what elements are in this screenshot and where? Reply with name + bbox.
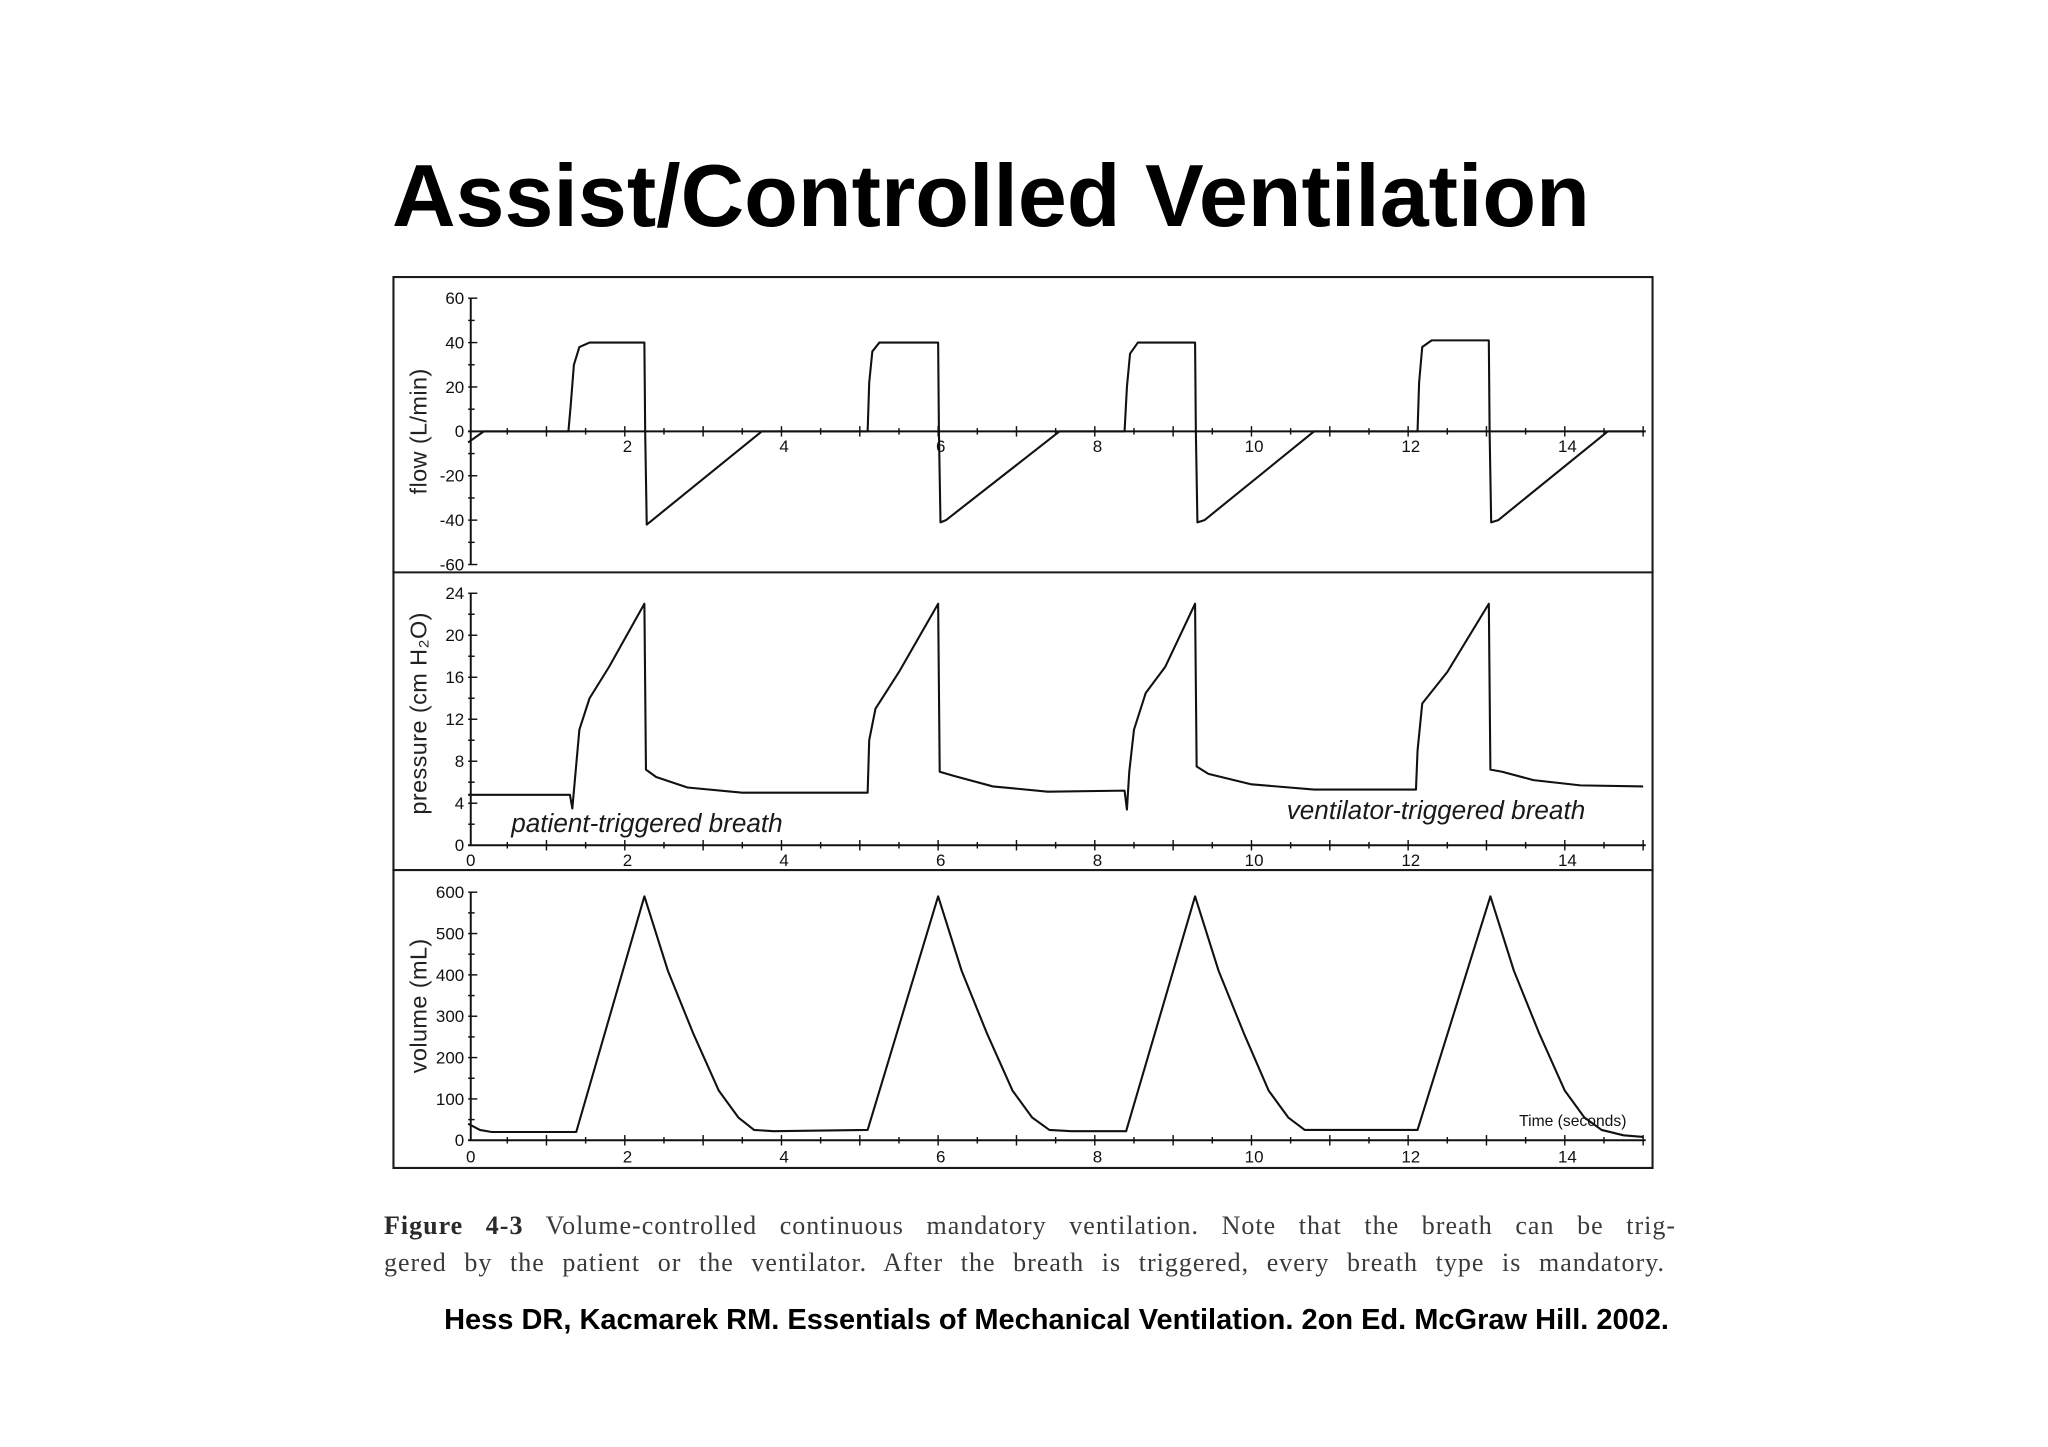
flow-y-tick-label: -60	[439, 555, 465, 575]
volume-y-tick-label: 300	[435, 1007, 465, 1027]
ventilation-waveform-figure	[392, 276, 1654, 1169]
flow-x-tick-label: 10	[1244, 437, 1264, 457]
volume-x-tick-label: 14	[1557, 1147, 1577, 1167]
time-axis-title: Time (seconds)	[1519, 1112, 1627, 1130]
caption-line-2: gered by the patient or the ventilator. After the breath is triggered, every breath type is mandatory.	[384, 1248, 1665, 1277]
citation: Hess DR, Kacmarek RM. Essentials of Mechanical Ventilation. 2on Ed. McGraw Hill. 2002.	[444, 1304, 1669, 1336]
volume-y-tick-label: 500	[435, 924, 465, 944]
flow-x-tick-label: 8	[1092, 437, 1103, 457]
volume-y-tick-label: 0	[454, 1131, 465, 1151]
pressure-x-tick-label: 8	[1092, 851, 1103, 871]
caption-label: Figure 4-3	[384, 1211, 524, 1240]
figure-caption	[384, 1207, 1676, 1281]
pressure-x-tick-label: 2	[622, 851, 633, 871]
slide-title: Assist/Controlled Ventilation	[392, 146, 1590, 245]
flow-x-tick-label: 2	[622, 437, 633, 457]
volume-x-tick-label: 8	[1092, 1147, 1103, 1167]
flow-y-tick-label: 60	[445, 289, 465, 309]
volume-x-tick-label: 12	[1401, 1147, 1421, 1167]
pressure-y-tick-label: 20	[445, 626, 465, 646]
pressure-y-tick-label: 8	[454, 752, 465, 772]
pressure-y-tick-label: 16	[445, 668, 465, 688]
pressure-y-tick-label: 0	[454, 836, 465, 856]
pressure-x-tick-label: 14	[1557, 851, 1577, 871]
flow-y-tick-label: -20	[439, 466, 465, 486]
pressure-x-tick-label: 10	[1244, 851, 1264, 871]
caption-line-1	[384, 1207, 1676, 1244]
flow-x-tick-label: 6	[936, 437, 946, 457]
volume-y-tick-label: 100	[435, 1089, 465, 1109]
flow-y-tick-label: 20	[445, 377, 465, 397]
volume-x-tick-label: 0	[466, 1147, 476, 1167]
flow-x-tick-label: 12	[1401, 437, 1421, 457]
volume-x-tick-label: 6	[936, 1147, 946, 1167]
volume-x-tick-label: 4	[779, 1147, 789, 1167]
caption-text-1: Volume-controlled continuous mandatory ventilation. Note that the breath can be trig-	[545, 1211, 1677, 1240]
flow-axis-title: flow (L/min)	[405, 368, 432, 495]
volume-x-tick-label: 2	[622, 1147, 633, 1167]
pressure-x-tick-label: 12	[1401, 851, 1421, 871]
pressure-x-tick-label: 4	[779, 851, 789, 871]
pressure-axis-title: pressure (cm H₂O)	[405, 612, 432, 815]
ventilator-triggered-annotation: ventilator-triggered breath	[1286, 795, 1586, 826]
patient-triggered-annotation: patient-triggered breath	[511, 808, 783, 839]
pressure-y-tick-label: 24	[445, 584, 465, 604]
pressure-x-tick-label: 6	[936, 851, 946, 871]
flow-x-tick-label: 14	[1557, 437, 1577, 457]
volume-y-tick-label: 400	[435, 965, 465, 985]
pressure-y-tick-label: 12	[445, 710, 465, 730]
flow-y-tick-label: 40	[445, 333, 465, 353]
volume-axis-title: volume (mL)	[405, 938, 432, 1074]
flow-y-tick-label: 0	[454, 422, 465, 442]
pressure-y-tick-label: 4	[454, 794, 465, 814]
flow-y-tick-label: -40	[439, 511, 465, 531]
pressure-x-tick-label: 0	[466, 851, 476, 871]
volume-y-tick-label: 200	[435, 1048, 465, 1068]
flow-x-tick-label: 4	[779, 437, 789, 457]
volume-x-tick-label: 10	[1244, 1147, 1264, 1167]
volume-y-tick-label: 600	[435, 883, 465, 903]
